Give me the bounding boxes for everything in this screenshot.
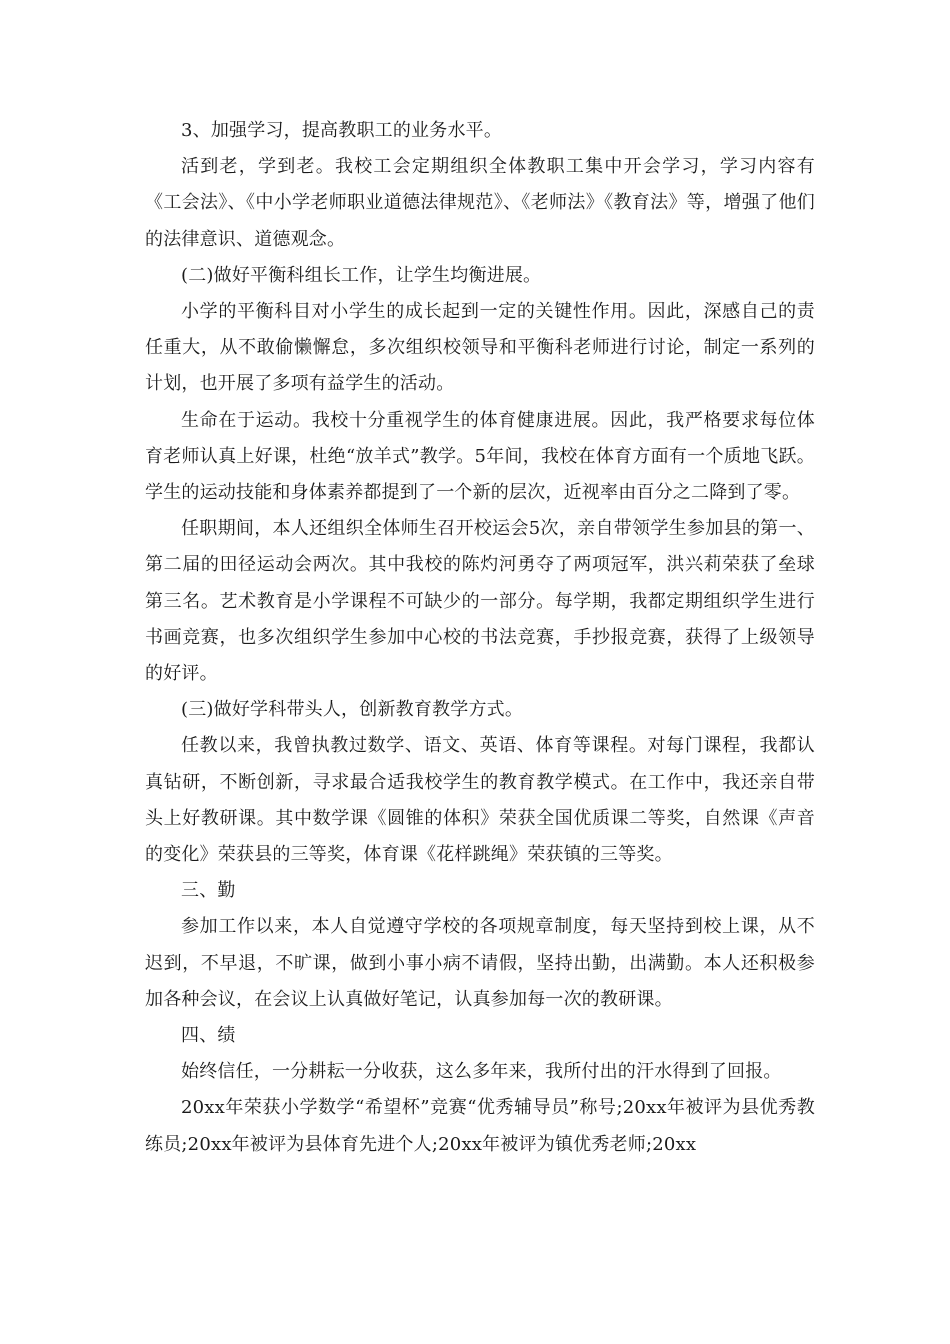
paragraph-subsection-2-heading: (二)做好平衡科组长工作，让学生均衡进展。 (181, 264, 542, 286)
paragraph-section-achievement-heading: 四、绩 (181, 1025, 236, 1047)
paragraph-sports-health: 生命在于运动。我校十分重视学生的体育健康进展。因此，我严格要求每位体育老师认真上好课，杜绝“放羊式”教学。5年间，我校在体育方面有一个质地飞跃。学生的运动技能和身体素养都提到了一个新的层次，近视率由百分之二降到了零。 (145, 409, 815, 504)
paragraph-study-law: 活到老，学到老。我校工会定期组织全体教职工集中开会学习，学习内容有《工会法》、《中小学老师职业道德法律规范》、《老师法》《教育法》等，增强了他们的法律意识、道德观念。 (145, 156, 815, 250)
paragraph-sports-meet: 任职期间，本人还组织全体师生召开校运会5次，亲自带领学生参加县的第一、第二届的田径运动会两次。其中我校的陈灼河勇夺了两项冠军，洪兴莉荣获了垒球第三名。艺术教育是小学课程不可缺少的一部分。每学期，我都定期组织学生进行书画竞赛，也多次组织学生参加中心校的书法竞赛，手抄报竞赛，获得了上级领导的好评。 (145, 518, 815, 685)
paragraph-honors: 20xx年荣获小学数学“希望杯”竞赛“优秀辅导员”称号;20xx年被评为县优秀教练员;20xx年被评为县体育先进个人;20xx年被评为镇优秀老师;20xx (145, 1097, 815, 1155)
paragraph-diligence: 参加工作以来，本人自觉遵守学校的各项规章制度，每天坚持到校上课，从不迟到，不早退，不旷课，做到小事小病不请假，坚持出勤，出满勤。本人还积极参加各种会议，在会议上认真做好笔记，认真参加每一次的教研课。 (145, 916, 815, 1010)
paragraph-teaching-courses: 任教以来，我曾执教过数学、语文、英语、体育等课程。对每门课程，我都认真钻研，不断创新，寻求最合适我校学生的教育教学模式。在工作中，我还亲自带头上好教研课。其中数学课《圆锥的体积》荣获全国优质课二等奖，自然课《声音的变化》荣获县的三等奖，体育课《花样跳绳》荣获镇的三等奖。 (145, 735, 815, 866)
paragraph-subsection-3-heading: (三)做好学科带头人，创新教育教学方式。 (181, 699, 524, 721)
paragraph-balance-subjects: 小学的平衡科目对小学生的成长起到一定的关键性作用。因此，深感自己的责任重大，从不敢偷懒懈怠，多次组织校领导和平衡科老师进行讨论，制定一系列的计划，也开展了多项有益学生的活动。 (145, 301, 815, 395)
paragraph-section-diligence-heading: 三、勤 (181, 880, 236, 902)
document-body (145, 113, 815, 1163)
paragraph-reward: 始终信任，一分耕耘一分收获，这么多年来，我所付出的汗水得到了回报。 (181, 1061, 782, 1083)
paragraph-section-3-heading: 3、加强学习，提高教职工的业务水平。 (181, 120, 503, 141)
